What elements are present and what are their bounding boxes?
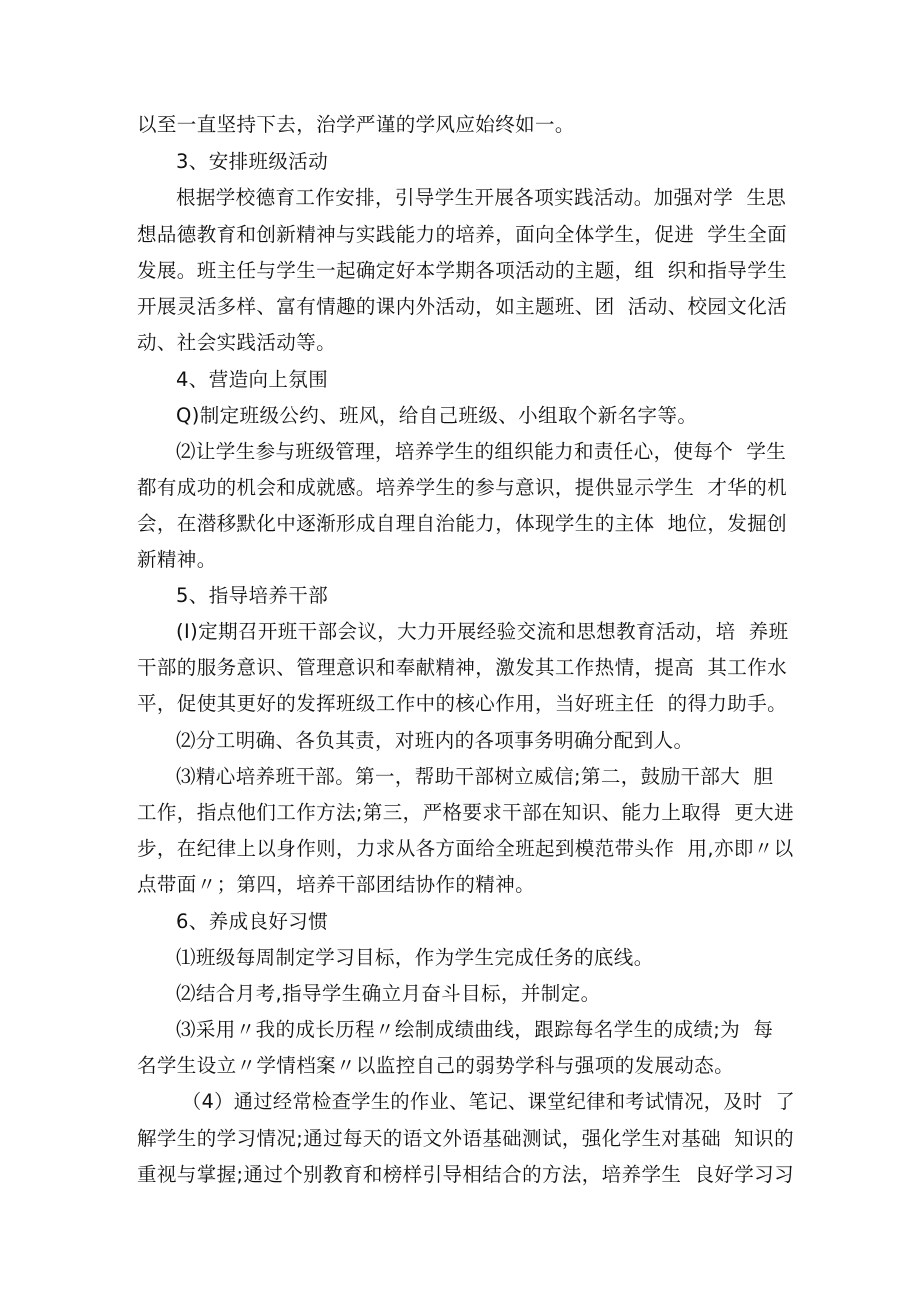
paragraph-line: 都有成功的机会和成就感。培养学生的参与意识，提供显示学生 才华的机 bbox=[137, 476, 787, 499]
section-heading: 5、指导培养干部 bbox=[176, 584, 329, 607]
section-heading: 3、安排班级活动 bbox=[176, 150, 329, 173]
list-item-line: ⑵结合月考,指导学生确立月奋斗目标，并制定。 bbox=[176, 982, 601, 1005]
paragraph-line: 会，在潜移默化中逐渐形成自理自治能力，体现学生的主体 地位，发掘创 bbox=[137, 512, 787, 535]
paragraph-line: 动、社会实践活动等。 bbox=[137, 331, 337, 354]
paragraph-line: 名学生设立〃学情档案〃以监控自己的弱势学科与强项的发展动态。 bbox=[137, 1054, 735, 1077]
list-item-line: ⑶精心培养班干部。第一，帮助干部树立威信;第二，鼓励干部大 胆 bbox=[176, 765, 774, 788]
section-heading: 4、营造向上氛围 bbox=[176, 368, 329, 391]
section-heading: 6、养成良好习惯 bbox=[176, 910, 329, 933]
paragraph-line: 根据学校德育工作安排，引导学生开展各项实践活动。加强对学 生思 bbox=[176, 186, 787, 209]
list-item-line: ⑶采用〃我的成长历程〃绘制成绩曲线，跟踪每名学生的成绩;为 每 bbox=[176, 1018, 774, 1041]
paragraph-line: 解学生的学习情况;通过每天的语文外语基础测试，强化学生对基础 知识的 bbox=[137, 1127, 794, 1150]
list-item-line: ⑵分工明确、各负其责，对班内的各项事务明确分配到人。 bbox=[176, 729, 694, 752]
paragraph-line: 步，在纪律上以身作则，力求从各方面给全班起到模范带头作 用,亦即〃以 bbox=[137, 837, 794, 860]
list-item-line: (I)定期召开班干部会议，大力开展经验交流和思想教育活动，培 养班 bbox=[176, 620, 789, 643]
paragraph-line: 工作，指点他们工作方法;第三，严格要求干部在知识、能力上取得 更大进 bbox=[137, 801, 794, 824]
paragraph-line: 开展灵活多样、富有情趣的课内外活动，如主题班、团 活动、校园文化活 bbox=[137, 295, 787, 318]
list-item-line: ⑴班级每周制定学习目标，作为学生完成任务的底线。 bbox=[176, 946, 654, 969]
paragraph-line: 新精神。 bbox=[137, 548, 217, 571]
list-item-line: ⑵让学生参与班级管理，培养学生的组织能力和责任心，使每个 学生 bbox=[176, 440, 787, 463]
paragraph-line: 想品德教育和创新精神与实践能力的培养，面向全体学生，促进 学生全面 bbox=[137, 223, 787, 246]
list-item-line: （4）通过经常检查学生的作业、笔记、课堂纪律和考试情况，及时 了 bbox=[182, 1090, 796, 1113]
paragraph-line: 平，促使其更好的发挥班级工作中的核心作用，当好班主任 的得力助手。 bbox=[137, 692, 787, 715]
paragraph-line: 发展。班主任与学生一起确定好本学期各项活动的主题，组 织和指导学生 bbox=[137, 259, 787, 282]
paragraph-line: 以至一直坚持下去，治学严谨的学风应始终如一。 bbox=[137, 113, 575, 136]
paragraph-line: 重视与掌握;通过个别教育和榜样引导相结合的方法，培养学生 良好学习习 bbox=[137, 1163, 794, 1186]
list-item-line: Q)制定班级公约、班风，给自己班级、小组取个新名字等。 bbox=[176, 404, 698, 427]
paragraph-line: 点带面〃；第四，培养干部团结协作的精神。 bbox=[137, 873, 536, 896]
paragraph-line: 干部的服务意识、管理意识和奉献精神，激发其工作热情，提高 其工作水 bbox=[137, 656, 787, 679]
